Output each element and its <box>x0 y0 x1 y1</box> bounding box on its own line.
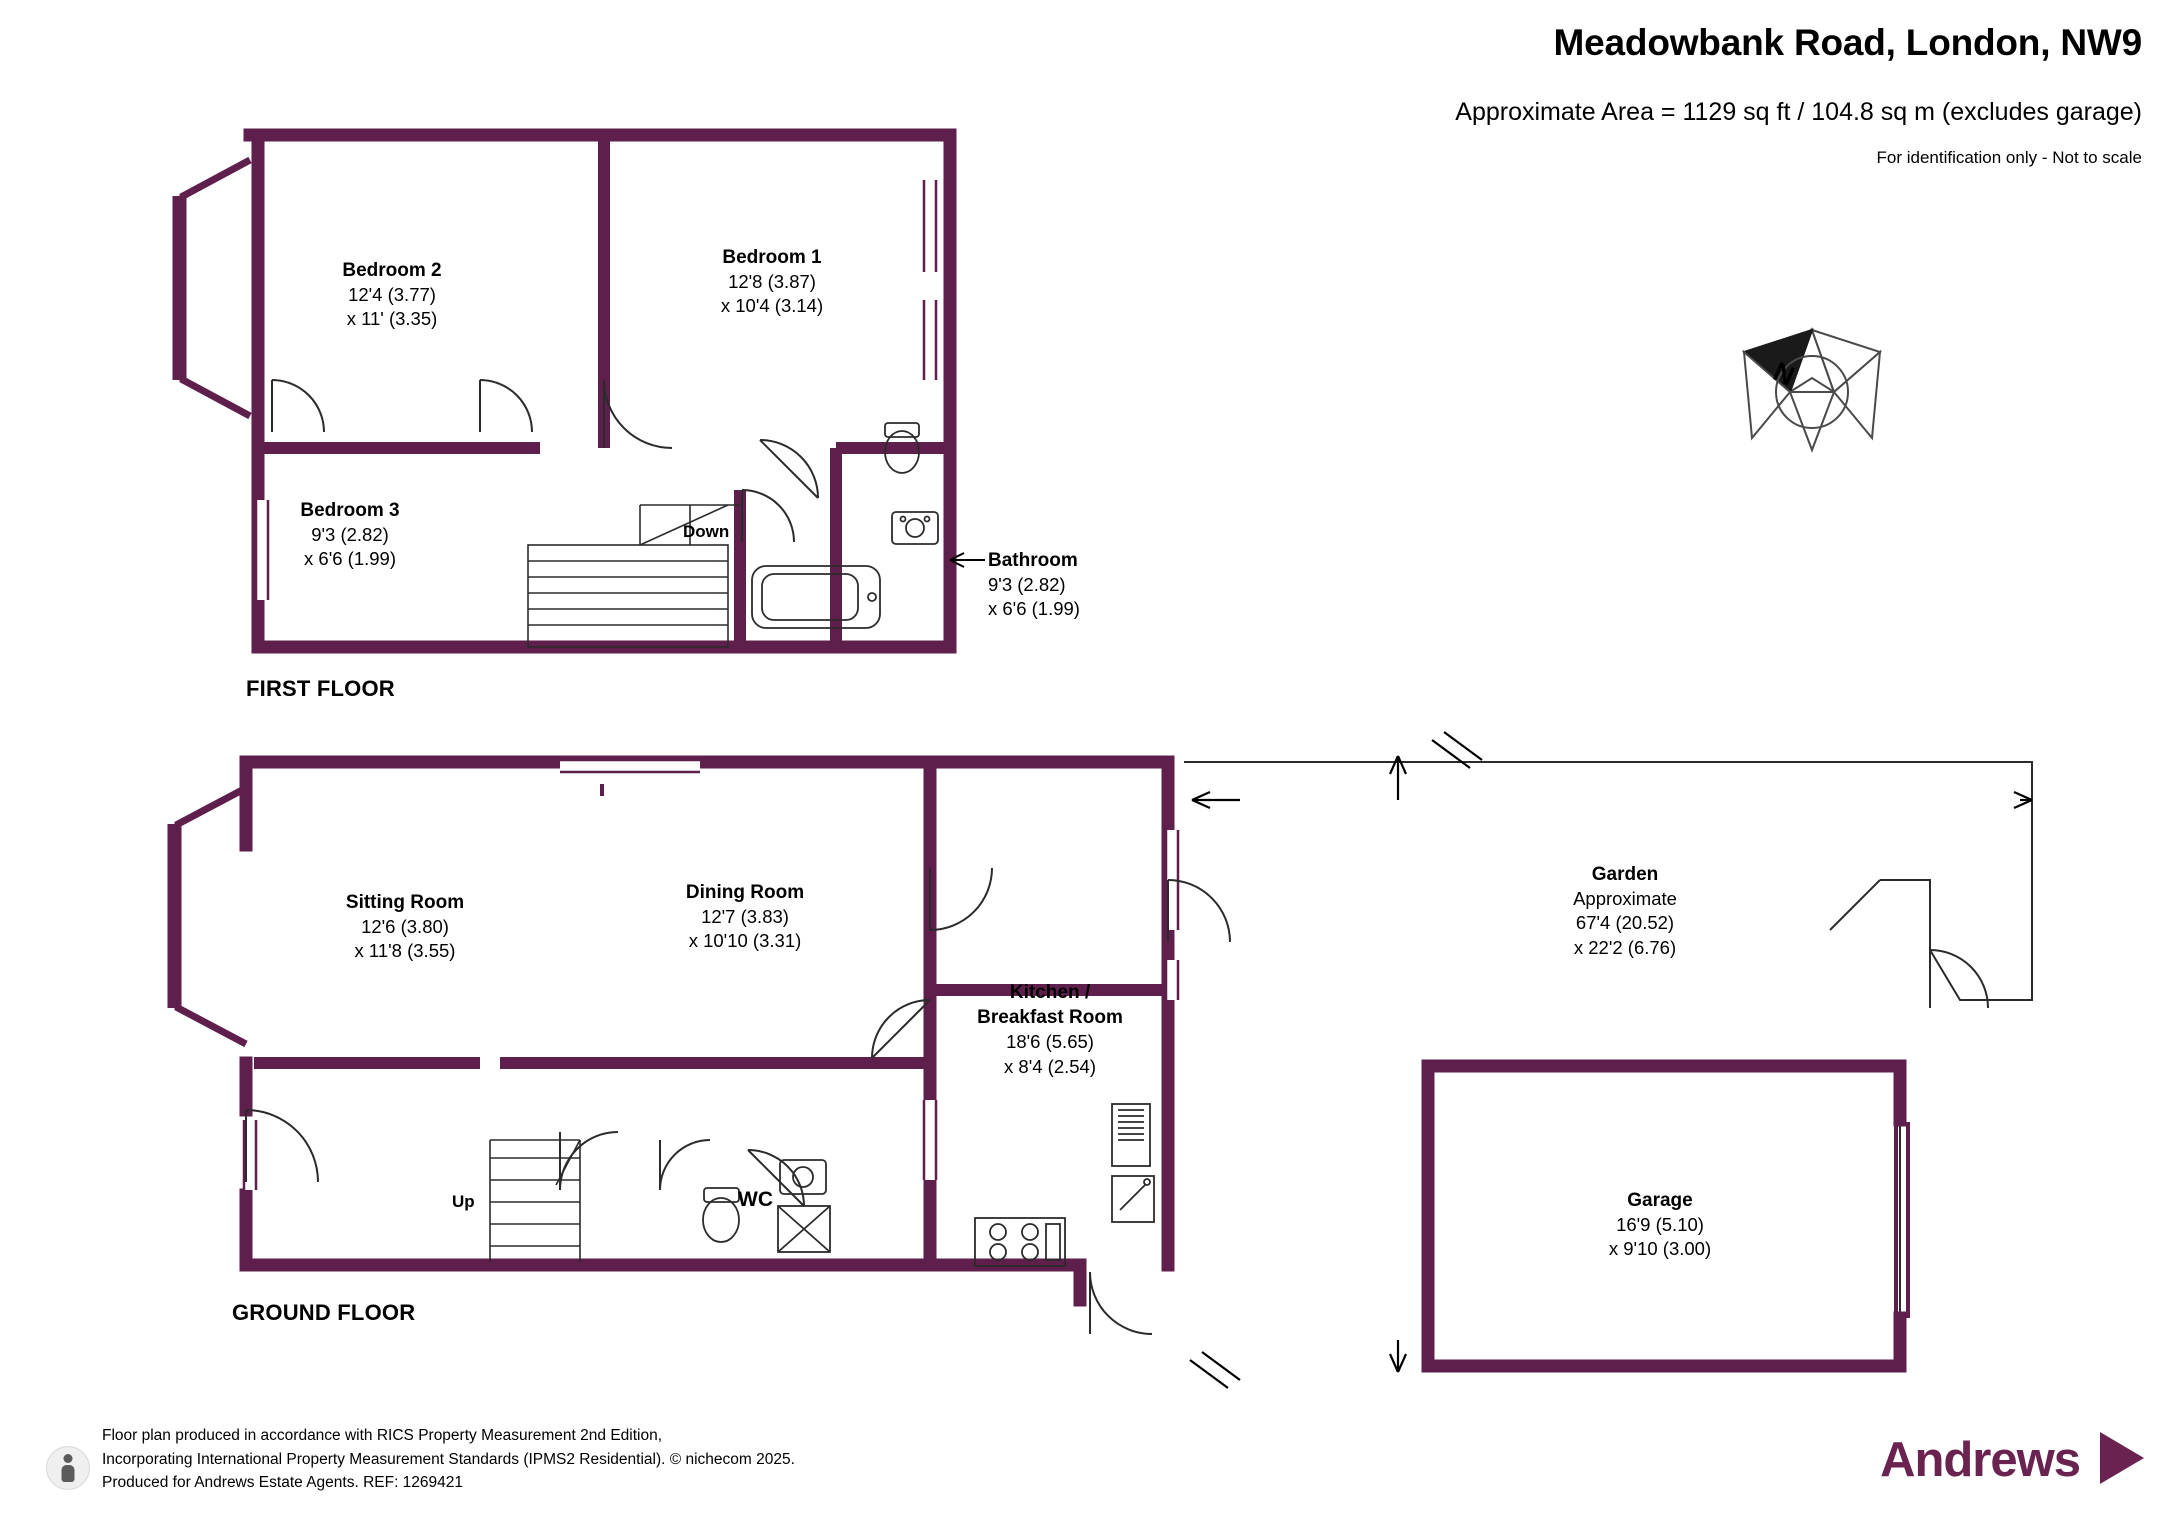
room-name: Sitting Room <box>345 892 465 913</box>
room-dim-1: 67'4 (20.52) <box>1575 912 1675 934</box>
footer-line-1: Floor plan produced in accordance with RICS Property Measurement 2nd Edition, <box>102 1427 663 1445</box>
room-name: Bedroom 1 <box>722 247 822 268</box>
accessibility-icon <box>46 1446 90 1490</box>
room-garden <box>1510 862 1740 960</box>
room-dim-1: 9'3 (2.82) <box>311 524 389 546</box>
room-dim-1: 9'3 (2.82) <box>988 574 1066 596</box>
room-bedroom-1 <box>662 245 882 319</box>
room-garage <box>1545 1188 1775 1262</box>
room-dim-1: 12'8 (3.87) <box>728 271 816 293</box>
room-name: Garage <box>1627 1190 1693 1211</box>
room-dim-2: x 11'8 (3.55) <box>354 940 456 962</box>
room-bedroom-3 <box>250 498 450 572</box>
stairs-up-label: Up <box>452 1192 475 1211</box>
footer-disclaimer <box>102 1424 795 1494</box>
stairs-down-label: Down <box>683 522 730 541</box>
room-dim-1: 12'7 (3.83) <box>701 906 789 928</box>
room-dining <box>630 880 860 954</box>
room-name: Bedroom 2 <box>342 260 442 281</box>
room-dim-2: x 10'4 (3.14) <box>720 295 824 317</box>
room-dim-1: 16'9 (5.10) <box>1616 1214 1704 1236</box>
compass-label-wrap <box>1712 312 1842 442</box>
room-bedroom-2 <box>282 258 502 332</box>
room-name: Bathroom <box>988 550 1078 571</box>
room-dim-2: x 6'6 (1.99) <box>988 598 1080 620</box>
room-name-line2: Breakfast Room <box>977 1007 1123 1029</box>
room-dim-1: 12'4 (3.77) <box>348 284 436 306</box>
compass-north-label: N <box>1768 356 1799 392</box>
brand-arrow-icon <box>2100 1432 2144 1484</box>
wc-label: WC <box>738 1188 773 1211</box>
room-dim-1: 12'6 (3.80) <box>361 916 449 938</box>
floor-label-first: FIRST FLOOR <box>246 676 395 701</box>
room-name: Bedroom 3 <box>300 500 400 521</box>
room-name: Garden <box>1591 864 1659 885</box>
room-dim-2: x 22'2 (6.76) <box>1573 936 1677 958</box>
floor-label-ground: GROUND FLOOR <box>232 1300 416 1325</box>
room-dim-2: x 11' (3.35) <box>346 308 438 330</box>
room-name: Dining Room <box>685 882 805 903</box>
disclaimer-note: For identification only - Not to scale <box>1876 148 2142 167</box>
room-sitting <box>290 890 520 964</box>
room-name-line1: Kitchen / <box>1009 982 1091 1003</box>
footer-line-3: Produced for Andrews Estate Agents. REF: 1269421 <box>102 1473 464 1491</box>
page-title: Meadowbank Road, London, NW9 <box>1553 22 2142 63</box>
room-bathroom <box>988 548 1208 622</box>
room-kitchen <box>955 980 1145 1079</box>
room-dim-2: x 9'10 (3.00) <box>1608 1238 1712 1260</box>
brand-logo-text: Andrews <box>1880 1433 2080 1487</box>
room-dim-1: 18'6 (5.65) <box>1006 1031 1094 1053</box>
area-summary: Approximate Area = 1129 sq ft / 104.8 sq m (excludes garage) <box>1455 98 2142 126</box>
footer-line-2: Incorporating International Property Measurement Standards (IPMS2 Residential). © nichecom 2025. <box>102 1450 795 1468</box>
room-dim-2: x 8'4 (2.54) <box>1004 1055 1096 1077</box>
room-dim-2: x 6'6 (1.99) <box>304 548 396 570</box>
room-dim-2: x 10'10 (3.31) <box>688 930 802 952</box>
room-sub: Approximate <box>1573 888 1677 910</box>
